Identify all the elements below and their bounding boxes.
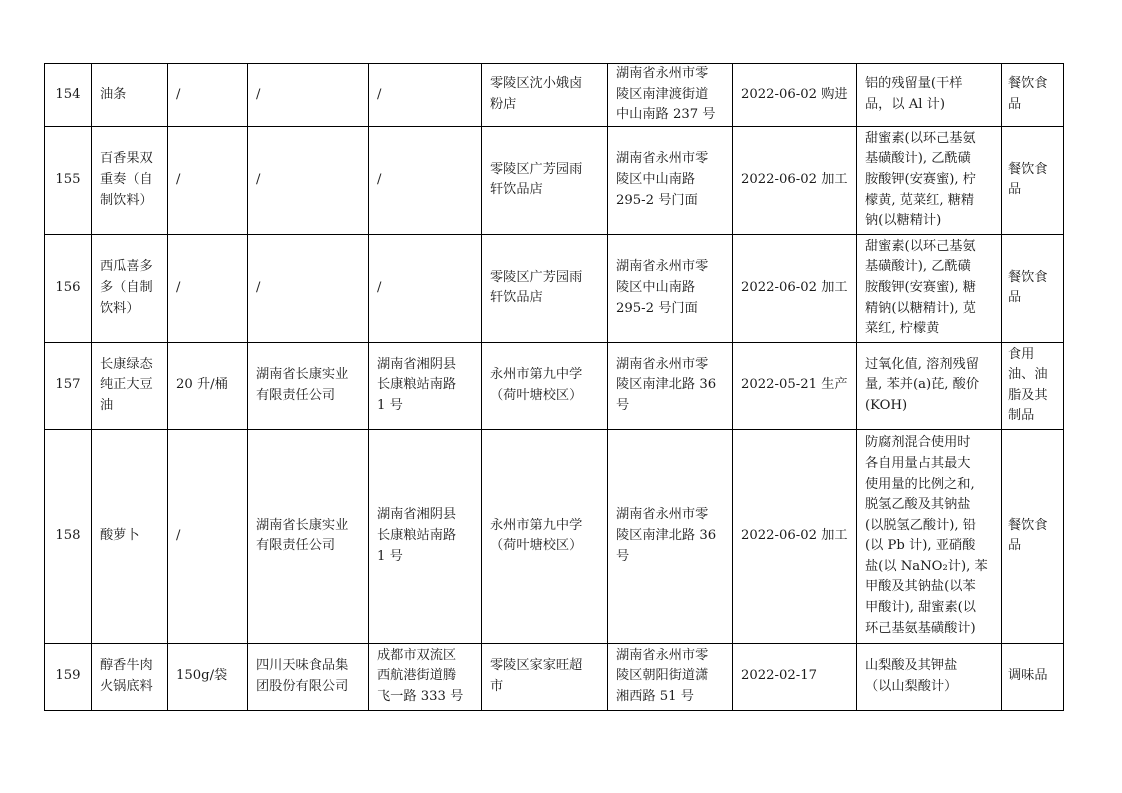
cell-category: 餐饮食 品 — [1002, 234, 1064, 342]
cell-name: 油条 — [92, 64, 168, 127]
table-row — [45, 234, 1064, 342]
cell-date: 2022-06-02 加工 — [733, 126, 857, 234]
cell-category: 餐饮食 品 — [1002, 126, 1064, 234]
cell-category: 食用 油、油 脂及其 制品 — [1002, 342, 1064, 429]
cell-no: 159 — [45, 643, 92, 710]
cell-seller-address: 湖南省永州市零 陵区南津北路 36 号 — [608, 429, 733, 643]
cell-test-items: 过氧化值, 溶剂残留 量, 苯并(a)芘, 酸价 (KOH) — [857, 342, 1002, 429]
cell-seller: 零陵区广芳园雨 轩饮品店 — [482, 126, 608, 234]
cell-name: 西瓜喜多 多（自制 饮料） — [92, 234, 168, 342]
table-row — [45, 64, 1064, 127]
cell-name: 长康绿态 纯正大豆 油 — [92, 342, 168, 429]
cell-producer: 湖南省长康实业 有限责任公司 — [248, 429, 369, 643]
cell-test-items: 甜蜜素(以环己基氨 基磺酸计), 乙酰磺 胺酸钾(安赛蜜), 糖 精钠(以糖精计), 苋 菜红, 柠檬黄 — [857, 234, 1002, 342]
cell-seller-address: 湖南省永州市零 陵区中山南路 295-2 号门面 — [608, 234, 733, 342]
cell-producer-address: / — [369, 234, 482, 342]
cell-producer-address: 湖南省湘阴县 长康粮站南路 1 号 — [369, 342, 482, 429]
cell-spec: 150g/袋 — [168, 643, 248, 710]
cell-test-items: 山梨酸及其钾盐 （以山梨酸计） — [857, 643, 1002, 710]
cell-seller: 零陵区沈小娥卤 粉店 — [482, 64, 608, 127]
cell-no: 157 — [45, 342, 92, 429]
cell-spec: / — [168, 64, 248, 127]
cell-seller-address: 湖南省永州市零 陵区南津北路 36 号 — [608, 342, 733, 429]
cell-seller-address: 湖南省永州市零 陵区朝阳街道潇 湘西路 51 号 — [608, 643, 733, 710]
cell-producer-address: / — [369, 64, 482, 127]
sampling-results-table — [44, 63, 1064, 711]
cell-spec: / — [168, 126, 248, 234]
table-row — [45, 342, 1064, 429]
cell-seller: 零陵区广芳园雨 轩饮品店 — [482, 234, 608, 342]
cell-name: 醇香牛肉 火锅底料 — [92, 643, 168, 710]
cell-seller: 永州市第九中学 （荷叶塘校区） — [482, 429, 608, 643]
cell-date: 2022-06-02 购进 — [733, 64, 857, 127]
cell-producer: / — [248, 234, 369, 342]
cell-name: 百香果双 重奏（自 制饮料） — [92, 126, 168, 234]
cell-category: 餐饮食 品 — [1002, 64, 1064, 127]
table-row — [45, 126, 1064, 234]
cell-no: 158 — [45, 429, 92, 643]
cell-date: 2022-06-02 加工 — [733, 429, 857, 643]
cell-seller-address: 湖南省永州市零 陵区中山南路 295-2 号门面 — [608, 126, 733, 234]
cell-producer: / — [248, 126, 369, 234]
cell-category: 餐饮食 品 — [1002, 429, 1064, 643]
cell-no: 154 — [45, 64, 92, 127]
cell-seller-address: 湖南省永州市零 陵区南津渡街道 中山南路 237 号 — [608, 64, 733, 127]
cell-test-items: 甜蜜素(以环己基氨 基磺酸计), 乙酰磺 胺酸钾(安赛蜜), 柠 檬黄, 苋菜红, 糖精 钠(以糖精计) — [857, 126, 1002, 234]
cell-test-items: 铝的残留量(干样 品，以 Al 计) — [857, 64, 1002, 127]
table-row — [45, 429, 1064, 643]
cell-producer-address: 成都市双流区 西航港街道腾 飞一路 333 号 — [369, 643, 482, 710]
cell-test-items: 防腐剂混合使用时 各自用量占其最大 使用量的比例之和, 脱氢乙酸及其钠盐 (以脱氢乙酸计), 铅 (以 Pb 计), 亚硝酸 盐(以 NaNO₂计), 苯 甲酸及其钠盐(以苯 甲酸计), 甜蜜素(以 环己基氨基磺酸计) — [857, 429, 1002, 643]
cell-name: 酸萝卜 — [92, 429, 168, 643]
cell-date: 2022-06-02 加工 — [733, 234, 857, 342]
cell-no: 155 — [45, 126, 92, 234]
cell-spec: / — [168, 429, 248, 643]
cell-producer: 湖南省长康实业 有限责任公司 — [248, 342, 369, 429]
cell-date: 2022-02-17 — [733, 643, 857, 710]
cell-seller: 永州市第九中学 （荷叶塘校区） — [482, 342, 608, 429]
cell-seller: 零陵区家家旺超 市 — [482, 643, 608, 710]
table-row — [45, 643, 1064, 710]
cell-producer-address: / — [369, 126, 482, 234]
cell-no: 156 — [45, 234, 92, 342]
cell-category: 调味品 — [1002, 643, 1064, 710]
cell-producer: 四川天味食品集 团股份有限公司 — [248, 643, 369, 710]
table-body — [45, 64, 1064, 711]
cell-producer-address: 湖南省湘阴县 长康粮站南路 1 号 — [369, 429, 482, 643]
cell-spec: / — [168, 234, 248, 342]
cell-producer: / — [248, 64, 369, 127]
cell-date: 2022-05-21 生产 — [733, 342, 857, 429]
cell-spec: 20 升/桶 — [168, 342, 248, 429]
